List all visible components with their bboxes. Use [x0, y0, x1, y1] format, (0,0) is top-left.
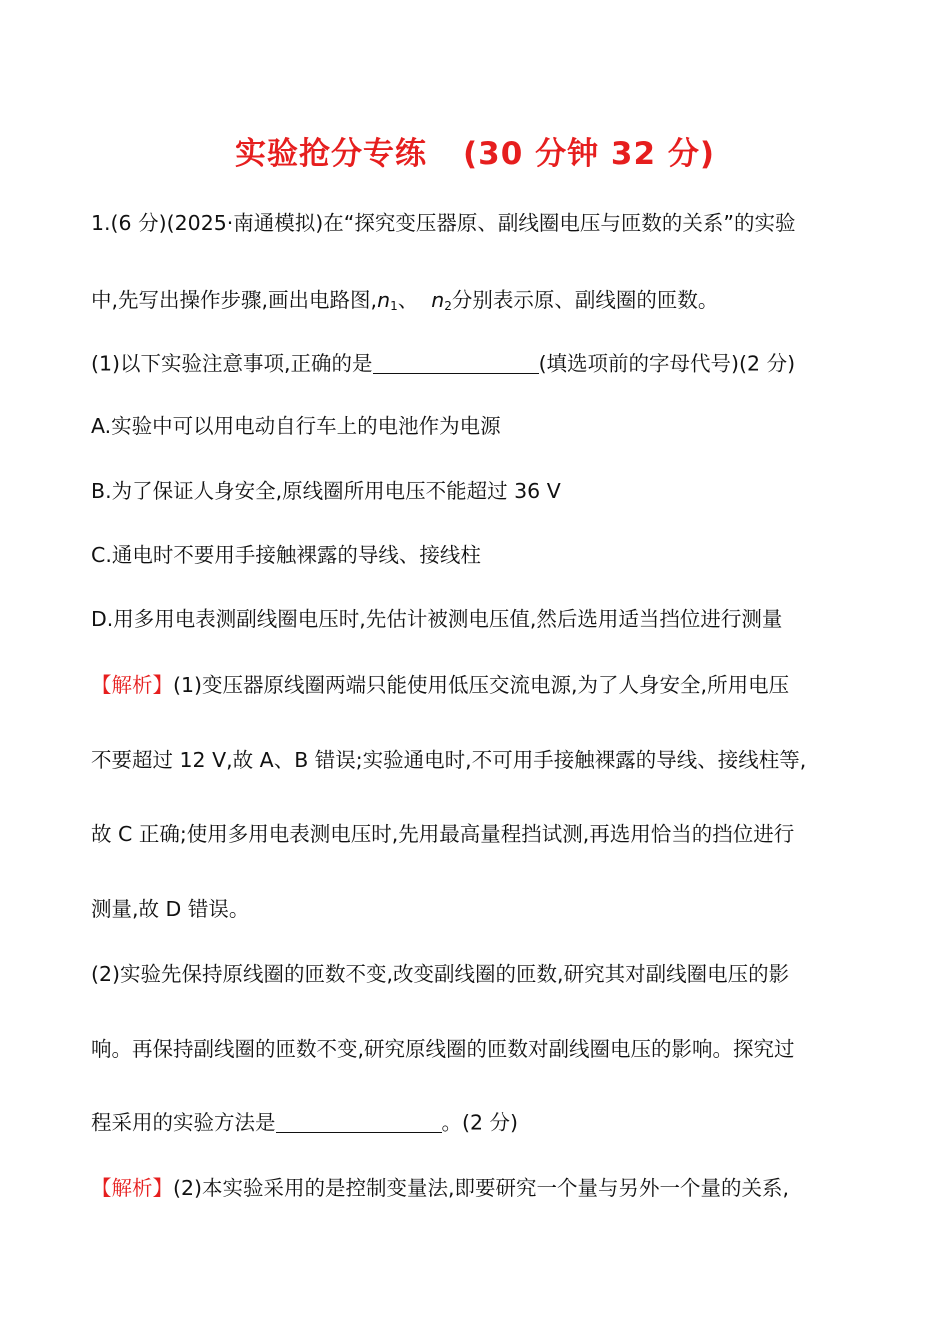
n2-symbol: n	[431, 288, 445, 312]
analysis-2-text-1: (2)本实验采用的是控制变量法,即要研究一个量与另外一个量的关系,	[173, 1176, 790, 1200]
question-line-1: 1.(6 分)(2025·南通模拟)在“探究变压器原、副线圈电压与匝数的关系”的实验	[91, 211, 796, 235]
part-1-text: (1)以下实验注意事项,正确的是	[91, 351, 373, 376]
option-b: B.为了保证人身安全,原线圈所用电压不能超过 36 V	[91, 479, 561, 503]
n2-subscript: 2	[444, 299, 452, 313]
n1-symbol: n	[377, 288, 391, 312]
analysis-1-text-1: (1)变压器原线圈两端只能使用低压交流电源,为了人身安全,所用电压	[173, 673, 790, 697]
analysis-label: 【解析】	[91, 673, 173, 697]
separator: 、	[397, 288, 419, 312]
option-a: A.实验中可以用电动自行车上的电池作为电源	[91, 414, 501, 438]
question-line-2-text: 中,先写出操作步骤,画出电路图,	[91, 288, 378, 312]
title-time-score: (30 分钟 32 分)	[463, 136, 715, 172]
option-d: D.用多用电表测副线圈电压时,先估计被测电压值,然后选用适当挡位进行测量	[91, 607, 783, 631]
analysis-1-line-3: 故 C 正确;使用多用电表测电压时,先用最高量程挡试测,再选用恰当的挡位进行	[91, 822, 795, 846]
part-2-line-1: (2)实验先保持原线圈的匝数不变,改变副线圈的匝数,研究其对副线圈电压的影	[91, 962, 790, 986]
title-main: 实验抢分专练	[235, 136, 427, 172]
analysis-2-line-1	[91, 1178, 871, 1199]
analysis-label-2: 【解析】	[91, 1176, 173, 1200]
part-2-score: 。(2 分)	[441, 1110, 519, 1135]
analysis-1-line-2: 不要超过 12 V,故 A、B 错误;实验通电时,不可用手接触裸露的导线、接线柱等,	[91, 748, 807, 772]
question-line-2-end: 分别表示原、副线圈的匝数。	[451, 288, 719, 312]
part-2-text: 程采用的实验方法是	[91, 1110, 276, 1135]
part-2-line-3	[91, 1112, 871, 1133]
page-title	[0, 128, 950, 173]
part-2-line-2: 响。再保持副线圈的匝数不变,研究原线圈的匝数对副线圈电压的影响。探究过	[91, 1037, 795, 1061]
part-1-hint: (填选项前的字母代号)(2 分)	[538, 351, 796, 376]
option-c: C.通电时不要用手接触裸露的导线、接线柱	[91, 543, 481, 567]
answer-blank-1[interactable]	[373, 353, 539, 374]
part-1-prompt	[91, 353, 871, 374]
n1-subscript: 1	[390, 299, 398, 313]
analysis-1-line-4: 测量,故 D 错误。	[91, 897, 250, 921]
question-line-2	[91, 290, 871, 312]
answer-blank-2[interactable]	[276, 1112, 442, 1133]
analysis-1-line-1	[91, 675, 871, 696]
